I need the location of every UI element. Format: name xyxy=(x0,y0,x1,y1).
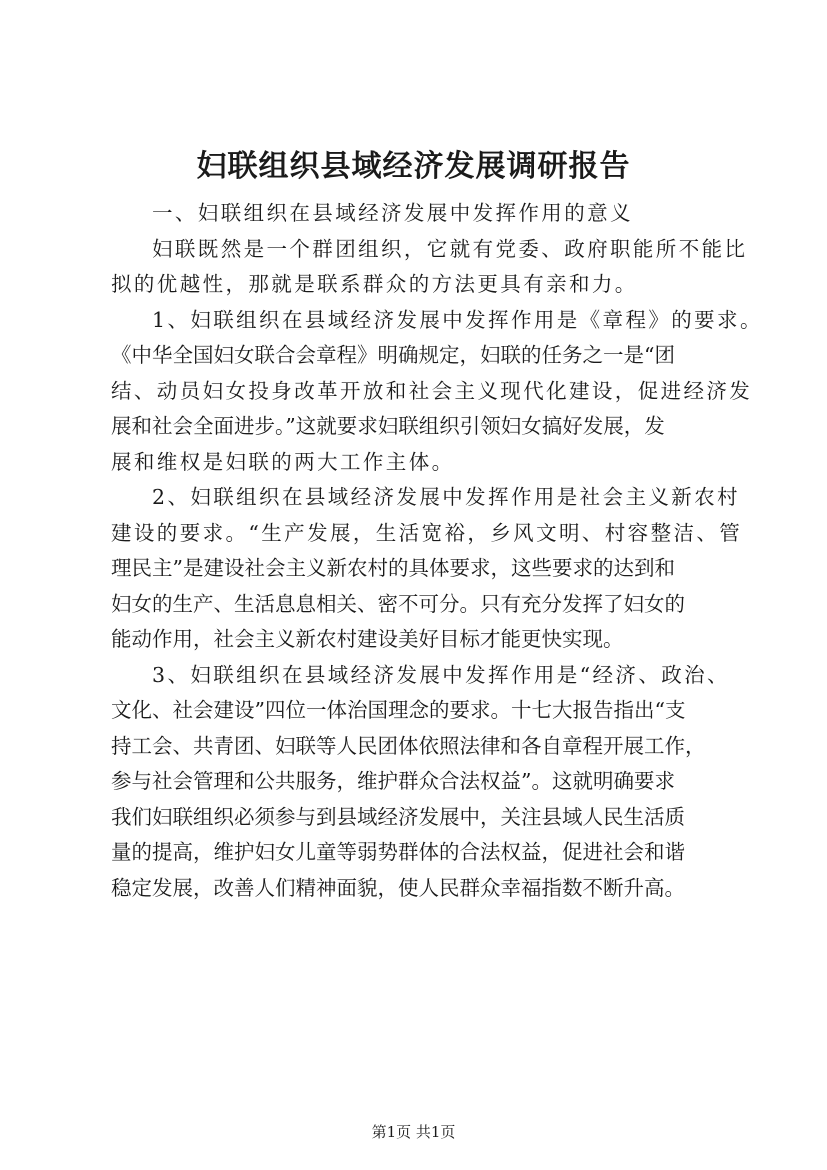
paragraph-line: 2、妇联组织在县域经济发展中发挥作用是社会主义新农村 xyxy=(152,485,740,509)
paragraph-line: 能动作用，社会主义新农村建设美好目标才能更快实现。 xyxy=(111,627,624,651)
paragraph-line: 量的提高，维护妇女儿童等弱势群体的合法权益，促进社会和谐 xyxy=(111,840,685,864)
paragraph-line: 《中华全国妇女联合会章程》明确规定，妇联的任务之一是“团 xyxy=(111,343,675,367)
paragraph-line: 结、动员妇女投身改革开放和社会主义现代化建设，促进经济发 xyxy=(111,378,753,403)
section-heading: 一、妇联组织在县域经济发展中发挥作用的意义 xyxy=(152,201,633,225)
paragraph-line: 文化、社会建设”四位一体治国理念的要求。十七大报告指出“支 xyxy=(111,698,686,722)
paragraph-line: 妇女的生产、生活息息相关、密不可分。只有充分发挥了妇女的 xyxy=(111,591,685,616)
paragraph-line: 理民主”是建设社会主义新农村的具体要求，这些要求的达到和 xyxy=(111,556,675,580)
paragraph-line: 我们妇联组织必须参与到县域经济发展中，关注县域人民生活质 xyxy=(111,804,685,829)
paragraph-line: 稳定发展，改善人们精神面貌，使人民群众幸福指数不断升高。 xyxy=(111,875,685,900)
paragraph-line: 3、妇联组织在县域经济发展中发挥作用是“经济、政治、 xyxy=(152,662,730,687)
paragraph-line: 1、妇联组织在县域经济发展中发挥作用是《章程》的要求。 xyxy=(152,307,763,332)
document-body xyxy=(111,196,763,906)
paragraph-line: 展和社会全面进步。”这就要求妇联组织引领妇女搞好发展，发 xyxy=(111,414,665,438)
page-footer: 第1页 共1页 xyxy=(371,1123,456,1141)
paragraph-line: 建设的要求。“生产发展，生活宽裕，乡风文明、村容整洁、管 xyxy=(111,520,743,545)
paragraph-line: 妇联既然是一个群团组织，它就有党委、政府职能所不能比 xyxy=(152,236,748,261)
paragraph-line: 参与社会管理和公共服务，维护群众合法权益”。这就明确要求 xyxy=(111,769,675,793)
document-title: 妇联组织县域经济发展调研报告 xyxy=(196,149,631,184)
paragraph-line: 展和维权是妇联的两大工作主体。 xyxy=(111,449,455,474)
paragraph-line: 拟的优越性，那就是联系群众的方法更具有亲和力。 xyxy=(111,272,638,296)
paragraph-line: 持工会、共青团、妇联等人民团体依照法律和各自章程开展工作， xyxy=(111,733,706,758)
